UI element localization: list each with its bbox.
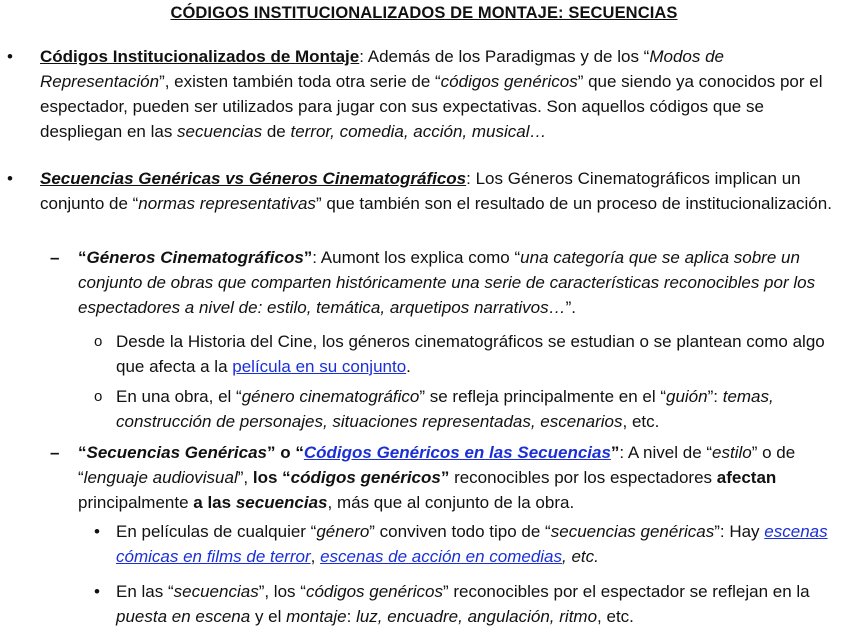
aumont-quote: una categoría que se aplica sobre un conjunto de obras que comparten históricamente una serie de características reconocibles por los espectadores a nivel de: estilo, temática, arquetipos narrativos… — [78, 248, 816, 317]
text: ”, — [237, 468, 253, 487]
text: : Además de los Paradigmas y de los “ — [359, 47, 650, 66]
text: , etc. — [562, 547, 599, 566]
term-secuencias-vs-generos: Secuencias Genéricas vs Géneros Cinematográficos — [40, 169, 467, 188]
bullet-mark: • — [7, 47, 13, 66]
link-escenas-comicas-terror[interactable]: escenas cómicas en films de terror — [116, 522, 828, 566]
term-codigos-genericos: códigos genéricos — [440, 72, 578, 91]
term-genero-cinematografico: género cinematográfico — [241, 387, 420, 406]
circle-mark: o — [94, 333, 103, 350]
text: “ — [78, 248, 87, 267]
text: : Los Géneros Cinematográficos implican un conjunto de “ — [40, 169, 801, 213]
text: ” que también son el resultado de un proceso de institucionalización. — [315, 194, 832, 213]
bullet-mark: • — [7, 169, 13, 188]
text: principalmente — [78, 493, 194, 512]
text: , etc. — [622, 412, 660, 431]
term-secuencias: secuencias — [173, 582, 259, 601]
text: . — [406, 357, 411, 376]
text: ” o “ — [267, 443, 304, 462]
term-estilo: estilo — [712, 443, 752, 462]
text: a las — [193, 493, 236, 512]
text: En películas de cualquier “ — [116, 522, 317, 541]
term-modos-representacion: Modos de Representación — [40, 47, 725, 91]
text: ” que siendo ya conocidos por el espectador, pueden ser utilizados para jugar con sus expectativas. Son aquellos códigos que se despliegan en las — [40, 72, 823, 141]
text: “ — [78, 443, 87, 462]
term-secuencias-genericas: Secuencias Genéricas — [86, 443, 268, 462]
montaje-elements: luz, encuadre, angulación, ritmo — [356, 607, 598, 626]
text: : A nivel de “ — [619, 443, 713, 462]
text: Desde la Historia del Cine, los géneros cinematográficos se estudian o se plantean como algo que afecta a la — [116, 332, 825, 376]
term-secuencias-genericas: secuencias genéricas — [550, 522, 715, 541]
dash-mark: – — [50, 248, 60, 267]
term-codigos-institucionalizados: Códigos Institucionalizados de Montaje — [40, 47, 360, 66]
text: , — [310, 547, 321, 566]
guion-elements: temas, construcción de personajes, situaciones representadas, escenarios — [116, 387, 774, 431]
text: ” reconocibles por el espectador se reflejan en la — [442, 582, 810, 601]
text: ”, los “ — [258, 582, 306, 601]
term-puesta-en-escena: puesta en escena — [116, 607, 251, 626]
text: , más que al conjunto de la obra. — [327, 493, 575, 512]
text: : — [346, 607, 357, 626]
text: ” o de “ — [78, 443, 796, 487]
subsubitem-historia-del-cine — [94, 329, 836, 379]
term-generos-cinematograficos: Géneros Cinematográficos — [86, 248, 304, 267]
term-normas-representativas: normas representativas — [138, 194, 316, 213]
text: ”: Hay — [714, 522, 765, 541]
text: y el — [250, 607, 287, 626]
text: ” — [440, 468, 450, 487]
text: los “ — [252, 468, 291, 487]
link-codigos-genericos-secuencias[interactable]: Códigos Genéricos en las Secuencias — [303, 443, 611, 462]
text: ”: — [707, 387, 723, 406]
link-pelicula-en-su-conjunto[interactable]: película en su conjunto — [232, 357, 407, 376]
term-afectan: afectan — [716, 468, 777, 487]
dash-mark: – — [50, 443, 60, 462]
term-genero: género — [316, 522, 370, 541]
link-escenas-accion-comedias[interactable]: escenas de acción en comedias — [320, 547, 563, 566]
bullet-codigos-institucionalizados — [7, 44, 840, 144]
text: En las “ — [116, 582, 174, 601]
text: En una obra, el “ — [116, 387, 242, 406]
text: ”. — [565, 298, 576, 317]
bullet-mark: • — [94, 582, 100, 601]
text: ” se refleja principalmente en el “ — [419, 387, 666, 406]
subitem-secuencias-genericas — [50, 440, 838, 515]
bullet-mark: • — [94, 522, 100, 541]
term-montaje: montaje — [286, 607, 347, 626]
term-codigos-genericos: códigos genéricos — [305, 582, 443, 601]
circle-mark: o — [94, 388, 103, 405]
subitem-generos-cinematograficos — [50, 245, 838, 320]
bullet-secuencias-vs-generos — [7, 166, 840, 216]
text: ” — [303, 248, 313, 267]
genre-list: terror, comedia, acción, musical… — [290, 122, 547, 141]
subsubitem-puesta-en-escena — [94, 579, 836, 629]
term-secuencias: secuencias — [235, 493, 328, 512]
text: ”, existen también toda otra serie de “ — [159, 72, 441, 91]
text: : Aumont los explica como “ — [312, 248, 521, 267]
term-codigos-genericos: códigos genéricos — [290, 468, 441, 487]
text: ” conviven todo tipo de “ — [369, 522, 551, 541]
text: ” — [610, 443, 620, 462]
text: de — [262, 122, 291, 141]
text: reconocibles por los espectadores — [449, 468, 717, 487]
subsubitem-genero-en-guion — [94, 384, 836, 434]
term-guion: guión — [666, 387, 708, 406]
subsubitem-conviven-secuencias — [94, 519, 836, 569]
term-lenguaje-audiovisual: lenguaje audiovisual — [83, 468, 238, 487]
page-title: CÓDIGOS INSTITUCIONALIZADOS DE MONTAJE: SECUENCIAS — [170, 4, 678, 22]
text: , etc. — [597, 607, 634, 626]
term-secuencias: secuencias — [177, 122, 263, 141]
